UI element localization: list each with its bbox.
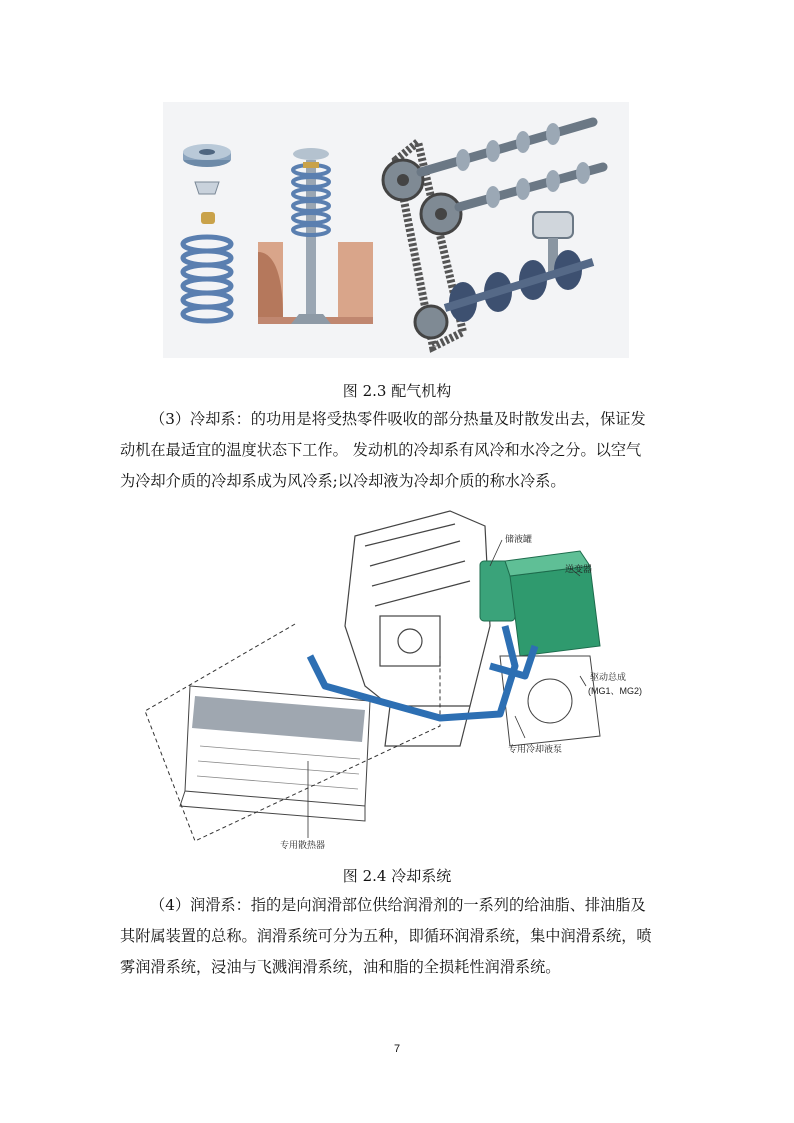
radiator bbox=[180, 686, 370, 821]
drive-assembly-models-label: (MG1、MG2) bbox=[588, 686, 643, 696]
paragraph-line: 其附属装置的总称。润滑系统可分为五种，即循环润滑系统，集中润滑系统，喷 bbox=[120, 927, 652, 945]
paragraph-line: 雾润滑系统，浸油与飞溅润滑系统，油和脂的全损耗性润滑系统。 bbox=[120, 958, 561, 976]
cooling-system-paragraph bbox=[120, 404, 676, 497]
camshaft-crankshaft-assembly bbox=[383, 122, 603, 347]
cylinder-head-cutaway bbox=[258, 148, 373, 324]
cooling-system-figure bbox=[140, 506, 660, 850]
paragraph-line: 为冷却介质的冷却系成为风冷系;以冷却液为冷却介质的称水冷系。 bbox=[120, 472, 566, 490]
valve-train-figure bbox=[163, 102, 629, 358]
valve-spring-parts bbox=[183, 144, 231, 321]
radiator-label: 专用散热器 bbox=[280, 840, 326, 850]
paragraph-line: （4）润滑系：指的是向润滑部位供给润滑剂的一系列的给油脂、排油脂及 bbox=[150, 896, 646, 914]
valve-train-illustration bbox=[163, 102, 629, 358]
reservoir-label: 储液罐 bbox=[505, 534, 533, 544]
paragraph-line: 动机在最适宜的温度状态下工作。 发动机的冷却系有风冷和水冷之分。以空气 bbox=[120, 441, 642, 459]
lubrication-system-paragraph bbox=[120, 890, 676, 983]
drive-assembly-label: 驱动总成 bbox=[590, 672, 627, 682]
paragraph-line: （3）冷却系：的功用是将受热零件吸收的部分热量及时散发出去，保证发 bbox=[150, 410, 646, 428]
figure-caption: 图 2.4 冷却系统 bbox=[342, 867, 452, 885]
pump-label: 专用冷却液泵 bbox=[508, 744, 563, 754]
page-number: 7 bbox=[393, 1043, 401, 1055]
inverter-label: 逆变器 bbox=[565, 564, 593, 574]
cooling-system-illustration bbox=[140, 506, 660, 850]
figure-caption: 图 2.3 配气机构 bbox=[342, 382, 452, 400]
